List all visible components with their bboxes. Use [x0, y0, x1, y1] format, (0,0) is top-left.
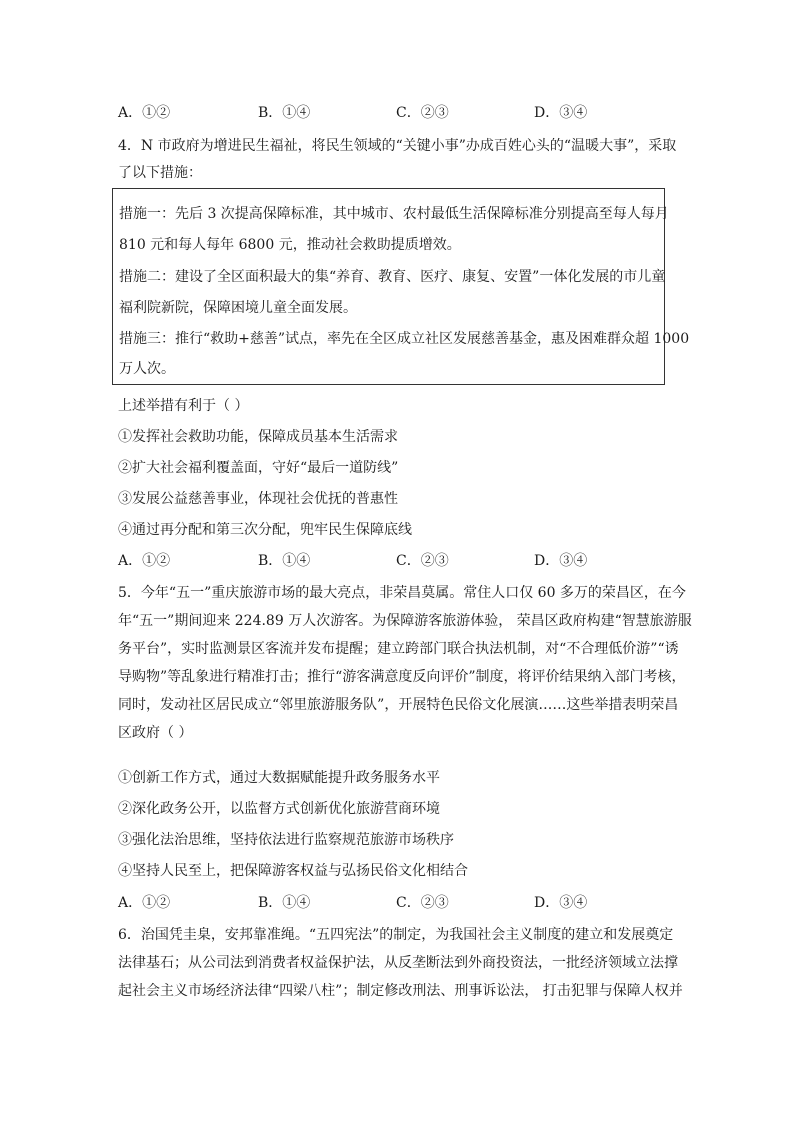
measure-line: 措施二：建设了全区面积最大的集“养育、教育、医疗、康复、安置”一体化发展的市儿童 — [119, 269, 666, 285]
measure-line: 万人次。 — [119, 361, 175, 377]
option-b[interactable]: B．①④ — [258, 105, 311, 121]
measure-line: 措施一：先后 3 次提高保障标准，其中城市、农村最低生活保障标准分别提高至每人每月 — [119, 206, 669, 222]
q5-item: ③强化法治思维，坚持依法进行监察规范旅游市场秩序 — [118, 832, 454, 848]
q5-item: ④坚持人民至上，把保障游客权益与弘扬民俗文化相结合 — [118, 863, 468, 879]
q6-stem-line: 6．治国凭圭臬，安邦靠准绳。“五四宪法”的制定，为我国社会主义制度的建立和发展奠定 — [118, 927, 674, 943]
option-a[interactable]: A．①② — [118, 895, 171, 911]
option-b[interactable]: B．①④ — [258, 553, 311, 569]
q4-question: 上述举措有利于（ ） — [118, 398, 249, 414]
option-c[interactable]: C．②③ — [396, 105, 449, 121]
q4-item: ①发挥社会救助功能，保障成员基本生活需求 — [118, 429, 398, 445]
q5-stem-line: 务平台”，实时监测景区客流并发布提醒；建立跨部门联合执法机制，对“不合理低价游”“诱 — [118, 641, 679, 657]
option-d[interactable]: D．③④ — [534, 895, 588, 911]
q5-item: ①创新工作方式，通过大数据赋能提升政务服务水平 — [118, 770, 440, 786]
q6-stem-line: 起社会主义市场经济法律“四梁八柱”；制定修改刑法、刑事诉讼法， 打击犯罪与保障人权并 — [118, 983, 683, 999]
q4-item: ④通过再分配和第三次分配，兜牢民生保障底线 — [118, 522, 412, 538]
q3-options — [118, 103, 678, 123]
option-d[interactable]: D．③④ — [534, 553, 588, 569]
q4-stem-line: 4．N 市政府为增进民生福祉，将民生领域的“关键小事”办成百姓心头的“温暖大事”，采取 — [118, 138, 677, 154]
option-a[interactable]: A．①② — [118, 105, 171, 121]
measure-line: 福利院新院，保障困境儿童全面发展。 — [119, 300, 357, 316]
option-b[interactable]: B．①④ — [258, 895, 311, 911]
q5-item: ②深化政务公开，以监督方式创新优化旅游营商环境 — [118, 801, 440, 817]
q4-item: ②扩大社会福利覆盖面，守好“最后一道防线” — [118, 460, 399, 476]
q5-stem-line: 5．今年“五一”重庆旅游市场的最大亮点，非荣昌莫属。常住人口仅 60 多万的荣昌区，在今 — [118, 585, 686, 601]
option-c[interactable]: C．②③ — [396, 895, 449, 911]
q6-stem-line: 法律基石；从公司法到消费者权益保护法，从反垄断法到外商投资法，一批经济领域立法撑 — [118, 955, 678, 971]
q5-stem-line: 同时，发动社区居民成立“邻里旅游服务队”，开展特色民俗文化展演……这些举措表明荣昌 — [118, 697, 679, 713]
q4-stem-line: 了以下措施： — [118, 165, 202, 181]
q4-measures-box — [112, 188, 690, 385]
q5-stem-line: 年“五一”期间迎来 224.89 万人次游客。为保障游客旅游体验， 荣昌区政府构建“智慧旅游服 — [118, 613, 692, 629]
q4-options — [118, 551, 678, 571]
q5-stem-line: 导购物”等乱象进行精准打击；推行“游客满意度反向评价”制度，将评价结果纳入部门考核， — [118, 669, 686, 685]
option-c[interactable]: C．②③ — [396, 553, 449, 569]
option-d[interactable]: D．③④ — [534, 105, 588, 121]
q5-stem-line: 区政府（ ） — [118, 725, 193, 741]
measure-line: 810 元和每人每年 6800 元，推动社会救助提质增效。 — [119, 237, 461, 253]
option-a[interactable]: A．①② — [118, 553, 171, 569]
q4-item: ③发展公益慈善事业，体现社会优抚的普惠性 — [118, 491, 398, 507]
measure-line: 措施三：推行“救助+慈善”试点，率先在全区成立社区发展慈善基金，惠及困难群众超 1000 — [119, 331, 690, 347]
q5-options — [118, 893, 678, 913]
